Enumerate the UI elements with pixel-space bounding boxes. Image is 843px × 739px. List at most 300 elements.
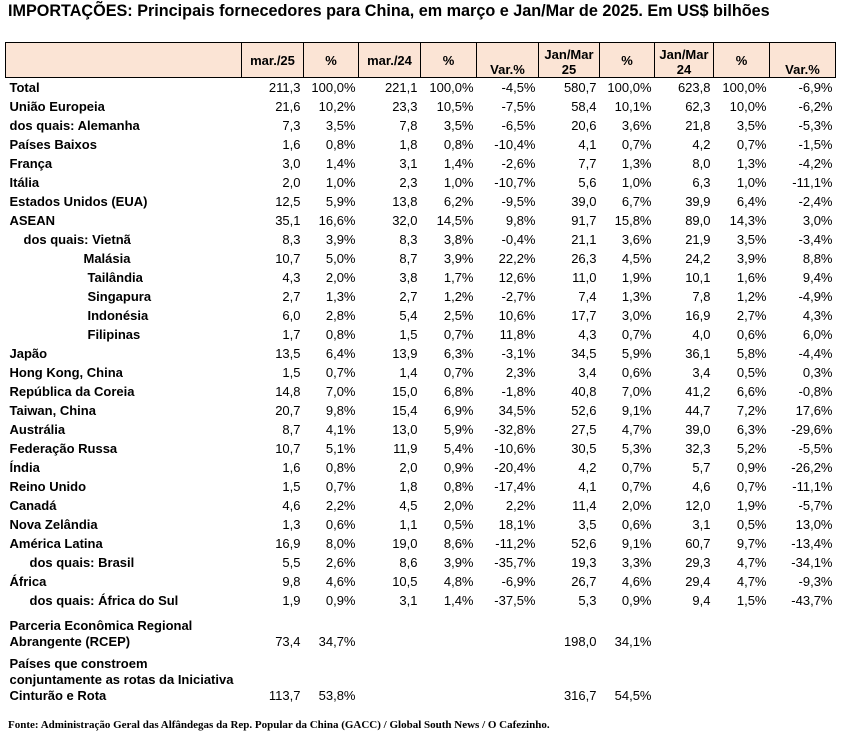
table-cell: 9,7% [736,536,767,551]
table-cell: 3,0 [282,156,301,171]
table-cell [714,614,770,652]
table-cell: 1,9% [736,498,767,513]
table-cell: 5,6 [578,175,597,190]
row-label: Singapura [87,289,152,304]
table-cell: 10,7 [275,441,301,456]
table-cell: 4,3% [802,308,833,323]
header-pct-janmar24: % [714,43,770,78]
table-cell: 8,0 [692,156,711,171]
table-cell: 11,0 [572,270,597,285]
table-cell: 2,7 [399,289,418,304]
table-cell: 0,5% [736,365,767,380]
table-cell: 32,3 [685,441,711,456]
table-cell: -11,1% [792,175,833,190]
table-cell: -11,2% [495,536,536,551]
table-cell: 3,9% [736,251,767,266]
table-cell: 1,2% [443,289,474,304]
table-cell: -37,5% [494,593,536,608]
table-cell: 11,4 [572,498,597,513]
table-cell: 8,3 [282,232,301,247]
table-cell: 21,1 [571,232,597,247]
table-row [6,591,836,610]
table-cell [770,614,836,652]
table-cell: 0,8% [443,479,474,494]
table-cell: 11,8% [499,327,536,342]
table-cell: 4,3 [282,270,301,285]
table-cell: -6,5% [501,118,536,133]
row-label: Tailândia [87,270,143,285]
table-cell: 6,8% [443,384,474,399]
table-cell: -4,4% [798,346,833,361]
table-cell: 7,0% [325,384,356,399]
table-cell: -0,4% [501,232,536,247]
table-cell: 1,9% [621,270,652,285]
table-cell: 1,0% [325,175,356,190]
table-cell: 1,0% [621,175,652,190]
table-cell: 0,8% [325,137,356,152]
table-cell: 100,0% [311,80,356,95]
table-row [6,458,836,477]
row-label: Japão [9,346,48,361]
table-cell: -2,6% [501,156,536,171]
table-cell: 5,4 [399,308,418,323]
table-row [6,249,836,268]
table-row [6,78,836,98]
header-var-mar: Var.% [477,43,539,78]
table-row [6,382,836,401]
header-mar24: mar./24 [359,43,421,78]
table-cell: 2,2% [505,498,536,513]
table-cell: 316,7 [563,688,597,703]
table-cell: 20,6 [571,118,597,133]
table-cell: 24,2 [685,251,711,266]
table-cell: 3,8% [443,232,474,247]
table-cell: 3,5% [736,118,767,133]
table-cell: -5,5% [798,441,833,456]
row-label: dos quais: Alemanha [9,118,140,133]
table-cell: 10,6% [498,308,536,323]
table-cell: 39,0 [685,422,711,437]
table-cell: -29,6% [791,422,833,437]
table-cell: 1,4 [399,365,418,380]
table-cell: 5,1% [325,441,356,456]
table-cell: -17,4% [494,479,536,494]
table-cell: 0,7% [736,479,767,494]
table-cell: 4,6 [692,479,711,494]
table-cell: 0,7% [621,460,652,475]
table-cell: 16,9 [685,308,711,323]
table-cell: 2,3% [505,365,536,380]
table-cell: 0,3% [802,365,833,380]
table-cell: 10,0% [729,99,767,114]
header-pct-mar24: % [421,43,477,78]
table-cell: 3,3% [621,555,652,570]
table-row [6,363,836,382]
table-cell: 5,7 [692,460,711,475]
table-cell: 16,6% [318,213,356,228]
table-cell: 1,3% [621,289,652,304]
table-row [6,116,836,135]
table-cell: -3,4% [798,232,833,247]
table-row [6,420,836,439]
table-cell: 12,0 [685,498,711,513]
table-row [6,230,836,249]
table-cell: 0,7% [443,327,474,342]
table-row [6,656,836,706]
table-cell: 3,0% [621,308,652,323]
table-cell: 0,7% [621,327,652,342]
table-cell: -3,1% [501,346,536,361]
table-cell: 2,7 [282,289,301,304]
table-cell: 1,5 [282,479,301,494]
table-cell: 29,3 [685,555,711,570]
row-label: América Latina [9,536,103,551]
table-cell: 3,5% [736,232,767,247]
table-cell: 13,0% [795,517,833,532]
table-cell: -13,4% [791,536,833,551]
table-cell: 4,7% [736,574,767,589]
table-cell: 52,6 [571,536,597,551]
table-cell: 6,7% [621,194,652,209]
table-cell: 1,1 [399,517,418,532]
table-cell: 53,8% [318,688,356,703]
table-cell: 5,2% [736,441,767,456]
table-cell: 4,1 [578,479,597,494]
table-cell: 8,3 [399,232,418,247]
table-cell: 4,8% [443,574,474,589]
table-cell: 3,1 [399,593,418,608]
table-cell: 16,9 [275,536,301,551]
table-cell: 1,0% [443,175,474,190]
row-label: Canadá [9,498,57,513]
table-body [6,78,836,707]
table-cell: 21,6 [275,99,301,114]
table-cell: 580,7 [563,80,597,95]
table-row [6,572,836,591]
table-cell: 41,2 [685,384,711,399]
table-cell: 1,7% [443,270,474,285]
table-cell: -26,2% [791,460,833,475]
table-cell: 58,4 [571,99,597,114]
table-cell: 0,8% [325,327,356,342]
row-label: Índia [9,460,40,475]
table-cell: 1,6 [282,137,301,152]
table-cell: 3,1 [399,156,418,171]
table-cell: -10,4% [494,137,536,152]
table-cell: 2,0 [399,460,418,475]
table-cell: 1,6 [282,460,301,475]
table-row [6,496,836,515]
table-cell: 1,0% [736,175,767,190]
table-cell: 0,7% [443,365,474,380]
table-cell [421,656,477,706]
table-cell: -6,2% [798,99,833,114]
table-row [6,135,836,154]
table-cell: 8,0% [325,536,356,551]
table-cell: 5,4% [443,441,474,456]
table-cell: 2,0% [443,498,474,513]
table-cell: 100,0% [429,80,474,95]
table-cell: 73,4 [275,634,301,649]
table-cell: 6,0% [802,327,833,342]
table-cell: 1,9 [282,593,301,608]
table-cell: 5,5 [282,555,301,570]
table-cell: -9,5% [501,194,536,209]
table-cell: 10,1 [685,270,711,285]
table-cell: 5,9% [325,194,356,209]
table-cell: 0,5% [443,517,474,532]
table-cell: 39,9 [685,194,711,209]
table-cell: 10,5% [436,99,474,114]
table-row [6,401,836,420]
table-cell: -1,8% [501,384,536,399]
table-cell: 211,3 [268,80,301,95]
table-cell: 4,0 [692,327,711,342]
table-cell: 7,2% [736,403,767,418]
table-cell: 3,0% [802,213,833,228]
table-cell: 1,3% [621,156,652,171]
table-cell: 0,9% [621,593,652,608]
table-cell: 1,6% [736,270,767,285]
header-mar25: mar./25 [242,43,304,78]
table-cell: 10,1% [614,99,652,114]
table-row [6,268,836,287]
table-cell: 3,1 [692,517,711,532]
table-cell: 35,1 [275,213,301,228]
table-cell: 4,5 [399,498,418,513]
table-cell: 36,1 [685,346,711,361]
table-cell: 10,5 [392,574,418,589]
table-cell: 14,3% [729,213,767,228]
table-cell: 0,7% [621,479,652,494]
table-cell: 26,7 [571,574,597,589]
table-cell: 9,8% [505,213,536,228]
row-label: dos quais: Vietnã [23,232,131,247]
table-cell: 7,8 [399,118,418,133]
table-cell: 44,7 [685,403,711,418]
row-label: África [9,574,47,589]
table-cell: 3,5% [443,118,474,133]
table-row [6,306,836,325]
row-label: ASEAN [9,213,56,228]
table-cell: 1,3% [325,289,356,304]
table-cell: -5,7% [798,498,833,513]
header-pct-mar25: % [304,43,359,78]
table-cell: 3,9% [325,232,356,247]
table-cell: 18,1% [498,517,536,532]
table-cell: -6,9% [798,80,833,95]
table-cell: 54,5% [614,688,652,703]
table-cell: -5,3% [798,118,833,133]
page-title: IMPORTAÇÕES: Principais fornecedores para China, em março e Jan/Mar de 2025. Em US$ bilhões [8,2,770,20]
table-cell: 5,9% [443,422,474,437]
table-cell: 4,3 [578,327,597,342]
table-cell [655,614,714,652]
table-cell: 2,0% [621,498,652,513]
table-cell: 9,8% [325,403,356,418]
table-cell: 3,9% [443,555,474,570]
table-cell: 1,8 [399,137,418,152]
table-cell: 9,1% [621,403,652,418]
table-cell: 13,0 [392,422,418,437]
table-cell: 15,4 [392,403,418,418]
table-cell: 0,9% [443,460,474,475]
table-cell: 4,6% [621,574,652,589]
table-cell: -10,7% [494,175,536,190]
source-note: Fonte: Administração Geral das Alfândegas da Rep. Popular da China (GACC) / Global South News / O Cafezinho. [8,719,550,731]
table-cell: -34,1% [791,555,833,570]
table-cell: 0,6% [736,327,767,342]
table-cell: -1,5% [798,137,833,152]
table-row [6,477,836,496]
table-cell: 29,4 [685,574,711,589]
table-cell: 4,2 [692,137,711,152]
table-cell: 14,5% [436,213,474,228]
table-cell: -35,7% [494,555,536,570]
table-cell: 198,0 [563,634,597,649]
table-cell: 0,6% [325,517,356,532]
table-cell: 4,6% [325,574,356,589]
table-cell: 9,1% [621,536,652,551]
table-cell: 0,6% [621,365,652,380]
table-cell: 1,5 [399,327,418,342]
table-cell: 3,8 [399,270,418,285]
row-label: Reino Unido [9,479,87,494]
table-cell: 2,0 [282,175,301,190]
table-cell: 9,4 [692,593,711,608]
table-row [6,515,836,534]
table-cell: 4,7% [621,422,652,437]
table-cell: 0,7% [325,365,356,380]
table-cell: 2,0% [325,270,356,285]
table-cell: 15,0 [392,384,418,399]
table-cell: 2,6% [325,555,356,570]
table-cell: 89,0 [685,213,711,228]
row-label: República da Coreia [9,384,135,399]
table-cell: 52,6 [571,403,597,418]
row-label: Total [9,80,40,95]
header-janmar25: Jan/Mar 25 [539,43,600,78]
table-row [6,173,836,192]
table-cell: 0,7% [325,479,356,494]
table-cell: -2,4% [798,194,833,209]
table-cell: 3,9% [443,251,474,266]
table-cell: 1,5 [282,365,301,380]
table-cell: 6,4% [736,194,767,209]
row-label: França [9,156,53,171]
table-cell: 19,0 [392,536,418,551]
table-cell: 3,4 [692,365,711,380]
table-cell [359,614,421,652]
table-cell: 15,8% [614,213,652,228]
header-label [6,43,242,78]
table-header [6,43,836,78]
table-cell: 34,5 [571,346,597,361]
table-cell: 0,8% [325,460,356,475]
table-cell: 4,5% [621,251,652,266]
row-label: Indonésia [87,308,149,323]
row-label: Nova Zelândia [9,517,98,532]
row-label: União Europeia [9,99,105,114]
table-cell: 27,5 [571,422,597,437]
table-cell: 4,7% [736,555,767,570]
table-cell: 32,0 [392,213,418,228]
table-cell: 19,3 [571,555,597,570]
table-cell: -20,4% [494,460,536,475]
row-label: Austrália [9,422,66,437]
row-label: Países que constroem conjuntamente as rotas da Iniciativa Cinturão e Rota [9,656,234,703]
table-cell: 9,4% [802,270,833,285]
table-cell: 91,7 [571,213,597,228]
row-label: Filipinas [87,327,141,342]
table-cell: 13,5 [275,346,301,361]
table-row [6,614,836,652]
table-cell: 3,6% [621,232,652,247]
table-cell: -0,8% [798,384,833,399]
header-var-janmar: Var.% [770,43,836,78]
table-cell: 11,9 [393,441,418,456]
table-cell: 6,3% [443,346,474,361]
table-cell: 0,7% [621,137,652,152]
table-cell: -9,3% [798,574,833,589]
table-cell: 7,8 [692,289,711,304]
table-cell: 1,3 [282,517,301,532]
table-cell: -2,7% [501,289,536,304]
table-cell: 10,2% [318,99,356,114]
table-cell: 1,7 [282,327,301,342]
table-row [6,287,836,306]
table-cell: 5,9% [621,346,652,361]
table-cell: 3,4 [578,365,597,380]
table-cell: 8,8% [802,251,833,266]
table-cell: 13,9 [392,346,418,361]
table-cell: -4,5% [501,80,536,95]
table-cell [421,614,477,652]
table-cell: 1,5% [736,593,767,608]
table-cell: 20,7 [275,403,301,418]
imports-table [5,42,836,706]
table-row [6,534,836,553]
table-cell: -10,6% [494,441,536,456]
table-row [6,97,836,116]
table-cell: 39,0 [571,194,597,209]
table-cell: 6,2% [443,194,474,209]
row-label: Países Baixos [9,137,97,152]
table-cell: 4,6 [282,498,301,513]
table-cell: 2,7% [736,308,767,323]
table-cell [359,656,421,706]
table-cell: -6,9% [501,574,536,589]
table-cell: 6,4% [325,346,356,361]
table-cell: 0,6% [621,517,652,532]
table-cell: 13,8 [392,194,418,209]
row-label: Parceria Econômica Regional Abrangente (RCEP) [9,618,193,649]
table-cell: 1,4% [443,156,474,171]
table-cell: 8,7 [282,422,301,437]
row-label: Taiwan, China [9,403,96,418]
table-cell: 9,8 [282,574,301,589]
header-pct-janmar25: % [600,43,655,78]
table-cell: 1,4% [443,593,474,608]
table-cell: 5,3% [621,441,652,456]
table-cell: 10,7 [275,251,301,266]
table-cell: 3,6% [621,118,652,133]
table-cell: 221,1 [384,80,418,95]
table-cell: 623,8 [677,80,711,95]
table-cell [655,656,714,706]
table-cell: 5,8% [736,346,767,361]
table-cell: 6,6% [736,384,767,399]
